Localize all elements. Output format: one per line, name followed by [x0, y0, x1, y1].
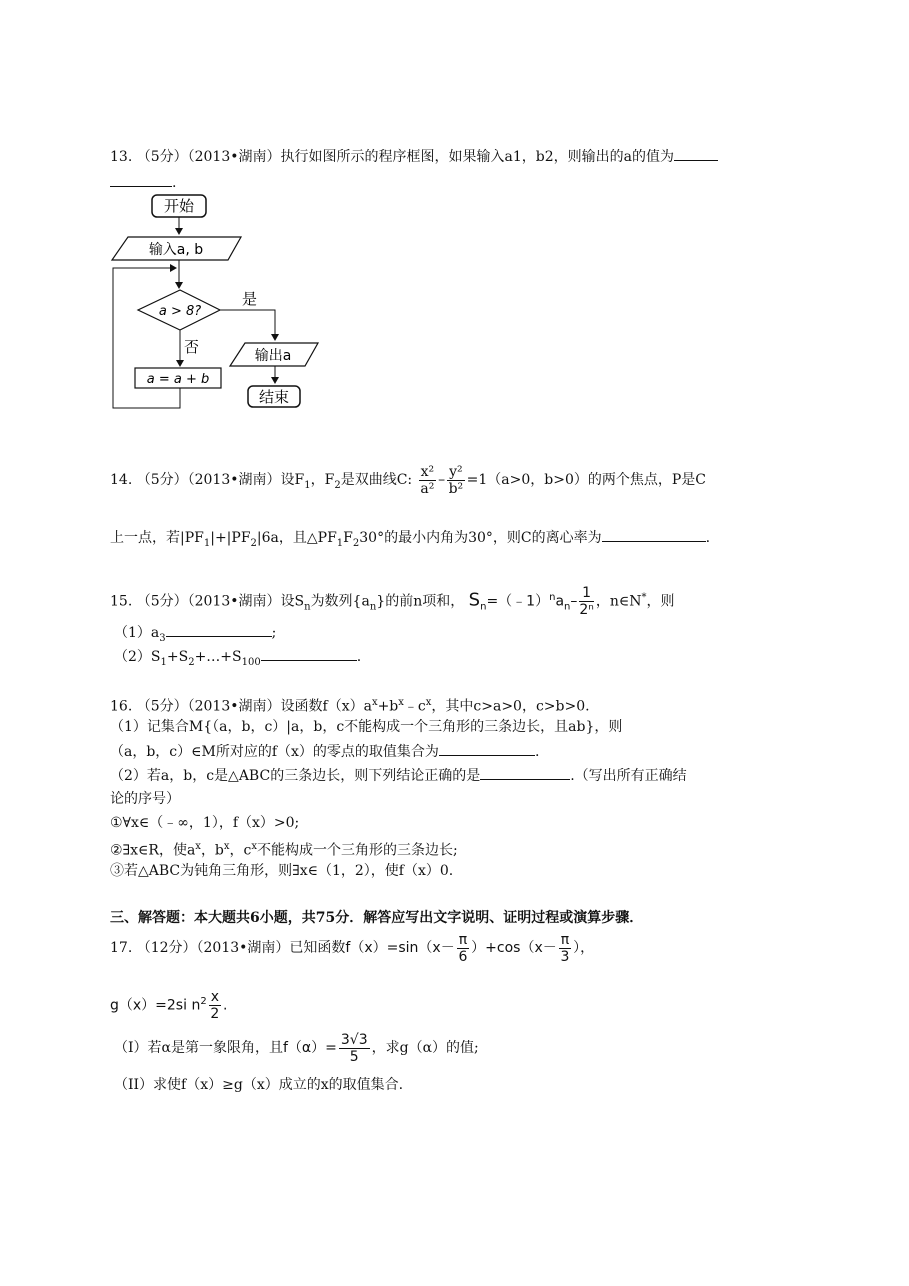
q14-answer-blank	[602, 527, 706, 542]
q14-line1	[110, 462, 706, 504]
q14-text-a: 14. （5分）（2013•湖南）设F	[110, 472, 305, 488]
q13-line	[110, 146, 718, 167]
q15-sub2-f: 100	[241, 656, 261, 668]
flowchart-end	[248, 386, 300, 407]
flowchart-start	[152, 195, 206, 217]
q15-line1	[110, 582, 675, 623]
q16-l7g: 不能构成一个三角形的三条边长;	[257, 842, 458, 859]
q16-l1f: x	[425, 697, 432, 708]
q16-l1d: x	[398, 697, 404, 708]
q16-l1b: x	[371, 697, 378, 708]
q15-formula-eq: =（﹣1）	[486, 593, 550, 610]
q16-l6	[110, 813, 299, 833]
q14-frac-y-num: y²	[449, 463, 463, 480]
q14-l2c: |6a，且△PF	[256, 530, 337, 546]
q16-blank2	[480, 765, 570, 780]
q17-p1-frac	[339, 1032, 370, 1065]
flowchart-output-label: 输出a	[254, 348, 292, 364]
arrow-yes	[220, 310, 275, 340]
q16-l7a: ②∃x∈R，使a	[110, 842, 196, 859]
q15-formula-n: n	[480, 601, 487, 613]
q16-l5-text: 论的序号）	[110, 791, 180, 807]
q14-l2d: F	[343, 530, 353, 546]
q14-frac-y	[447, 464, 465, 497]
q16-blank1	[439, 741, 535, 756]
q15-sub2-d: 2	[188, 656, 195, 668]
q14-line2	[110, 527, 710, 554]
q17-l1	[110, 928, 594, 968]
flowchart-assign-label: a = a + b	[146, 372, 210, 387]
q17-p1-den: 5	[349, 1048, 359, 1065]
section3-text: 三、解答题：本大题共6小题，共75分．解答应写出文字说明、证明过程或演算步骤．	[110, 910, 644, 926]
q15-sub2-blank	[261, 646, 357, 661]
q14-l2e: 30°的最小内角为30°，则C的离心率为	[359, 530, 602, 546]
q15-formula-s: S	[468, 589, 481, 611]
q15-star: *	[641, 592, 647, 603]
q14-l2b: |+|PF	[210, 530, 251, 546]
q17-pi1: π	[458, 931, 468, 948]
q15-sub2-c: +S	[166, 649, 189, 665]
q16-l7b: x	[195, 841, 201, 852]
q17-p2-text: （II）求使f（x）≥g（x）成立的x的取值集合.	[114, 1077, 404, 1093]
q16-l1g: ，其中c>a>0，c>b>0.	[431, 698, 590, 715]
q13-answer-blank-cont	[110, 172, 172, 187]
q14-minus: –	[438, 472, 446, 488]
q16-l2	[110, 717, 622, 737]
q15-formula-minus: –	[570, 593, 578, 610]
q14-frac-y-den: b²	[448, 480, 464, 497]
q15-t2: 为数列{a	[310, 593, 370, 610]
q16-l3	[110, 741, 539, 762]
q14-frac-x	[419, 464, 437, 497]
q16-l4-end: .（写出所有正确结	[570, 768, 687, 784]
q14-sub2: 2	[334, 479, 341, 491]
q15-sub1-b: 3	[159, 632, 166, 644]
q14-cond: （a>0，b>0）的两个焦点，P是C	[487, 472, 706, 488]
q15-formula-a: a	[555, 593, 565, 610]
q14-sub1: 1	[304, 479, 311, 491]
q17-p1-num: 3√3	[340, 1031, 368, 1048]
section3-heading	[110, 908, 643, 928]
flowchart-start-label: 开始	[163, 197, 195, 215]
q17-gx: x	[210, 989, 219, 1006]
q17-l1-text: 17. （12分）（2013•湖南）已知函数	[110, 940, 346, 956]
q15-t1: 15. （5分）（2013•湖南）设S	[110, 593, 305, 610]
flowchart-no-label: 否	[184, 338, 200, 356]
q15-formula-frac	[579, 585, 594, 618]
q16-l4	[110, 765, 687, 786]
q15-sub2-b: 1	[160, 656, 167, 668]
q15-an: n	[369, 601, 377, 613]
q16-l7c: ，b	[200, 842, 224, 859]
q16-l1a: 16. （5分）（2013•湖南）设函数f（x）a	[110, 698, 372, 715]
q15-tail: ，n∈N	[595, 593, 642, 610]
q14-frac-x-num: x²	[420, 463, 435, 480]
flowchart-assign	[135, 368, 221, 388]
q15-sub1-a: （1）a	[114, 625, 160, 641]
flowchart-condition	[138, 290, 220, 330]
q16-l4-text: （2）若a，b，c是△ABC的三条边长，则下列结论正确的是	[110, 768, 481, 784]
q17-frac-pi6	[457, 932, 469, 965]
q15-frac-den: 2ⁿ	[579, 602, 594, 619]
q16-l7d: x	[223, 841, 230, 852]
q16-l1e: ﹣c	[403, 698, 426, 715]
q17-d6: 6	[458, 948, 468, 965]
q17-f1: f（x）=sin（x－	[345, 940, 455, 956]
q16-l1c: +b	[377, 698, 399, 715]
q17-f2: ）+cos（x－	[471, 940, 557, 956]
q16-l6-text: ①∀x∈（﹣∞，1），f（x）>0;	[110, 815, 300, 831]
q14-l2a: 上一点，若|PF	[110, 530, 204, 546]
q15-formula-pow: n	[549, 592, 556, 603]
q17-p1a: （I）若α是第一象限角，且	[114, 1040, 283, 1056]
q14-end: .	[705, 530, 711, 546]
q16-l8	[110, 861, 453, 881]
flowchart-input	[112, 237, 241, 260]
q15-frac-num: 1	[579, 585, 594, 602]
q16-l1	[110, 693, 590, 717]
q16-l7f: x	[251, 841, 258, 852]
flowchart-output	[230, 343, 318, 366]
q15-t3: }的前n项和，	[376, 593, 465, 610]
q17-f3: ），	[573, 940, 595, 956]
q15-sub2-a: （2）S	[114, 649, 161, 665]
flowchart	[100, 190, 330, 420]
q17-d3: 3	[560, 948, 570, 965]
flowchart-input-label: 输入a, b	[148, 242, 204, 258]
q14-l2-sub2: 2	[250, 537, 257, 549]
q14-frac-x-den: a²	[420, 480, 435, 497]
q16-l8-text: ③若△ABC为钝角三角形，则∃x∈（1，2），使f（x）0.	[110, 863, 454, 879]
q13-end: .	[172, 175, 177, 191]
q14-l2-sub3: 1	[336, 537, 344, 549]
q15-sub1	[114, 622, 276, 649]
q16-l7e: ，c	[229, 842, 252, 859]
flowchart-yes-label: 是	[242, 290, 258, 308]
q17-l2	[110, 983, 227, 1025]
q17-p1	[114, 1028, 479, 1068]
q16-l7	[110, 837, 458, 861]
q14-l2-sub4: 2	[352, 537, 360, 549]
q17-g-frac	[209, 989, 221, 1022]
q16-l3-end: .	[534, 744, 540, 760]
q17-g1: g（x）=2si n	[110, 997, 201, 1014]
q17-g-end: .	[223, 997, 228, 1014]
q15-sub2-e: +…+S	[194, 649, 242, 665]
q15-sub1-c: ;	[271, 625, 277, 641]
q17-frac-pi3	[559, 932, 571, 965]
q17-p1b: ，求g（α）的值;	[371, 1040, 479, 1056]
q14-eq: =1	[466, 472, 488, 488]
q17-pi2: π	[560, 931, 570, 948]
q15-sub2	[114, 646, 361, 673]
q15-tail2: ，则	[646, 593, 675, 610]
q13-answer-blank	[674, 146, 718, 161]
q14-text-c: 是双曲线C:	[340, 472, 413, 488]
q16-l5	[110, 789, 180, 809]
q13-text: 13. （5分）（2013•湖南）执行如图所示的程序框图，如果输入a1，b2，则输出的a的值为	[110, 149, 674, 165]
q14-text-b: ，F	[310, 472, 335, 488]
q17-g2: 2	[200, 996, 207, 1007]
q16-l2-text: （1）记集合M{（a，b，c）|a，b，c不能构成一个三角形的三条边长，且ab}，则	[110, 719, 623, 735]
q15-sub2-g: .	[356, 649, 362, 665]
q17-p1f: f（α）=	[282, 1040, 337, 1056]
flowchart-end-label: 结束	[258, 388, 290, 406]
q16-l3-text: （a，b，c）∈M所对应的f（x）的零点的取值集合为	[110, 744, 439, 760]
q17-p2	[114, 1075, 403, 1095]
q15-sn: n	[304, 601, 311, 613]
flowchart-condition-label: a > 8?	[158, 304, 202, 319]
q14-l2-sub1: 1	[203, 537, 211, 549]
q17-g-den: 2	[210, 1006, 220, 1023]
q15-formula-an: n	[564, 601, 571, 613]
q15-sub1-blank	[166, 622, 272, 637]
